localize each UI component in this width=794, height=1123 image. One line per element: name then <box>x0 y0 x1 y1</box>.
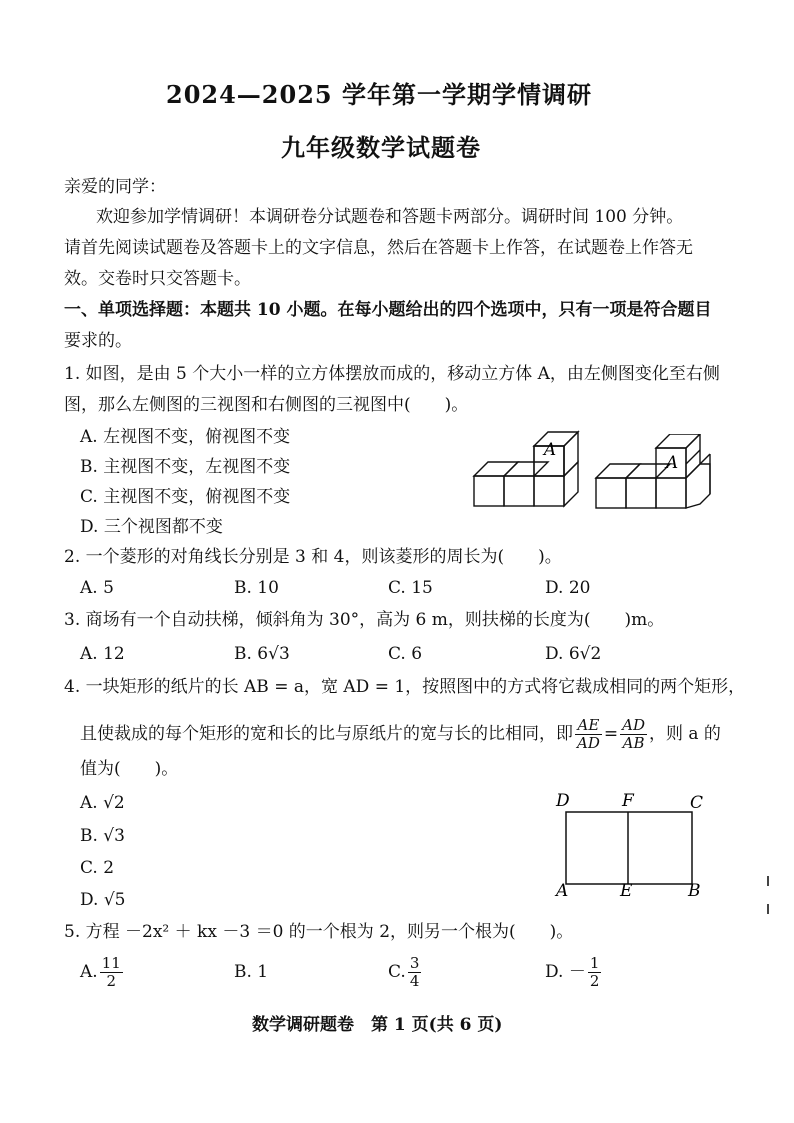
intro-line-2: 请首先阅读试题卷及答题卡上的文字信息，然后在答题卡上作答，在试题卷上作答无 <box>64 238 693 258</box>
q4-option-b: B. √3 <box>80 826 125 846</box>
q4-frac1-denominator: AD <box>577 734 600 752</box>
scan-mark <box>767 904 769 914</box>
q4-fraction-ae-ad <box>575 717 602 752</box>
q3-stem: 3. 商场有一个自动扶梯，倾斜角为 30°，高为 6 m，则扶梯的长度为( )m。 <box>64 610 665 630</box>
q4-line2-tail: ，则 a 的 <box>648 724 721 744</box>
q1-option-d: D. 三个视图都不变 <box>80 517 223 537</box>
q1-right-cubes-figure <box>592 434 716 514</box>
section-heading-cont: 要求的。 <box>64 331 132 351</box>
q4-option-c: C. 2 <box>80 858 115 878</box>
q1-left-cubes-figure <box>470 418 590 510</box>
q4-fraction-ad-ab <box>620 717 647 752</box>
q4-option-a: A. √2 <box>80 793 125 813</box>
q3-option-a: A. 12 <box>80 644 125 664</box>
q5-option-c-fraction <box>408 955 422 990</box>
q5-option-d-denominator: 2 <box>589 972 600 990</box>
q3-option-d: D. 6√2 <box>545 644 602 664</box>
q1-right-cube-label: A <box>665 453 679 473</box>
q4-label-f: F <box>622 791 634 811</box>
q1-option-b: B. 主视图不变，左视图不变 <box>80 457 291 477</box>
q5-option-c <box>388 952 423 992</box>
page-footer: 数学调研题卷 第 1 页(共 6 页) <box>252 1015 503 1035</box>
q1-option-c: C. 主视图不变，俯视图不变 <box>80 487 291 507</box>
intro-line-3: 效。交卷时只交答题卡。 <box>64 269 251 289</box>
q5-option-b: B. 1 <box>234 962 269 982</box>
q4-stem-line1: 4. 一块矩形的纸片的长 AB = a，宽 AD = 1，按照图中的方式将它裁成相同的两个矩形， <box>64 677 746 697</box>
q4-label-e: E <box>620 881 633 901</box>
exam-subtitle: 九年级数学试题卷 <box>281 133 481 162</box>
scan-mark <box>767 876 769 886</box>
q1-option-a: A. 左视图不变，俯视图不变 <box>80 427 291 447</box>
q4-line2-text: 且使裁成的每个矩形的宽和长的比与原纸片的宽与长的比相同，即 <box>80 724 573 744</box>
q4-label-a: A <box>556 881 569 901</box>
section-heading: 一、单项选择题：本题共 10 小题。在每小题给出的四个选项中，只有一项是符合题目 <box>64 300 712 320</box>
q5-option-a-denominator: 2 <box>106 972 116 990</box>
q5-option-c-denominator: 4 <box>409 972 420 990</box>
q5-option-a-fraction <box>100 955 123 990</box>
q5-option-a-prefix: A. <box>80 962 98 982</box>
q3-option-c: C. 6 <box>388 644 423 664</box>
q1-stem-line1: 1. 如图，是由 5 个大小一样的立方体摆放而成的，移动立方体 A，由左侧图变化至右侧 <box>64 364 720 384</box>
q4-frac1-numerator: AE <box>575 717 602 735</box>
q2-option-d: D. 20 <box>545 578 591 598</box>
q2-stem: 2. 一个菱形的对角线长分别是 3 和 4，则该菱形的周长为( )。 <box>64 547 562 567</box>
q4-option-d: D. √5 <box>80 890 126 910</box>
q4-label-d: D <box>556 791 570 811</box>
q1-left-cube-label: A <box>543 440 557 460</box>
q5-option-c-numerator: 3 <box>409 954 420 972</box>
q4-stem-line3: 值为( )。 <box>80 759 179 779</box>
exam-title: 2024—2025 学年第一学期学情调研 <box>166 80 592 109</box>
q4-label-c: C <box>690 793 704 813</box>
q5-option-d-prefix: D. － <box>545 962 586 982</box>
q2-option-a: A. 5 <box>80 578 114 598</box>
q4-stem-line2: 且使裁成的每个矩形的宽和长的比与原纸片的宽与长的比相同，即 $\frac{AE}{AD}$ = $\frac{AD}{AB}$ ，则 a 的 <box>80 716 721 752</box>
q5-option-d-fraction <box>588 955 602 990</box>
q4-frac2-denominator: AB <box>622 734 645 752</box>
q5-option-d-numerator: 1 <box>589 954 600 972</box>
intro-line-1: 欢迎参加学情调研！本调研卷分试题卷和答题卡两部分。调研时间 100 分钟。 <box>96 207 684 227</box>
q4-frac2-numerator: AD <box>622 716 645 734</box>
q5-option-d <box>545 952 603 992</box>
greeting: 亲爱的同学： <box>64 177 166 197</box>
q5-option-c-prefix: C. <box>388 962 406 982</box>
q2-option-c: C. 15 <box>388 578 433 598</box>
q4-rectangle-figure <box>552 790 722 902</box>
q5-option-a <box>80 952 125 992</box>
q5-option-a-numerator: 11 <box>101 954 121 972</box>
q2-option-b: B. 10 <box>234 578 279 598</box>
q4-label-b: B <box>688 881 701 901</box>
q3-option-b: B. 6√3 <box>234 644 290 664</box>
q5-stem: 5. 方程 －2x² ＋ kx －3 ＝0 的一个根为 2，则另一个根为( )。 <box>64 922 574 942</box>
q1-stem-line2: 图，那么左侧图的三视图和右侧图的三视图中( )。 <box>64 395 469 415</box>
